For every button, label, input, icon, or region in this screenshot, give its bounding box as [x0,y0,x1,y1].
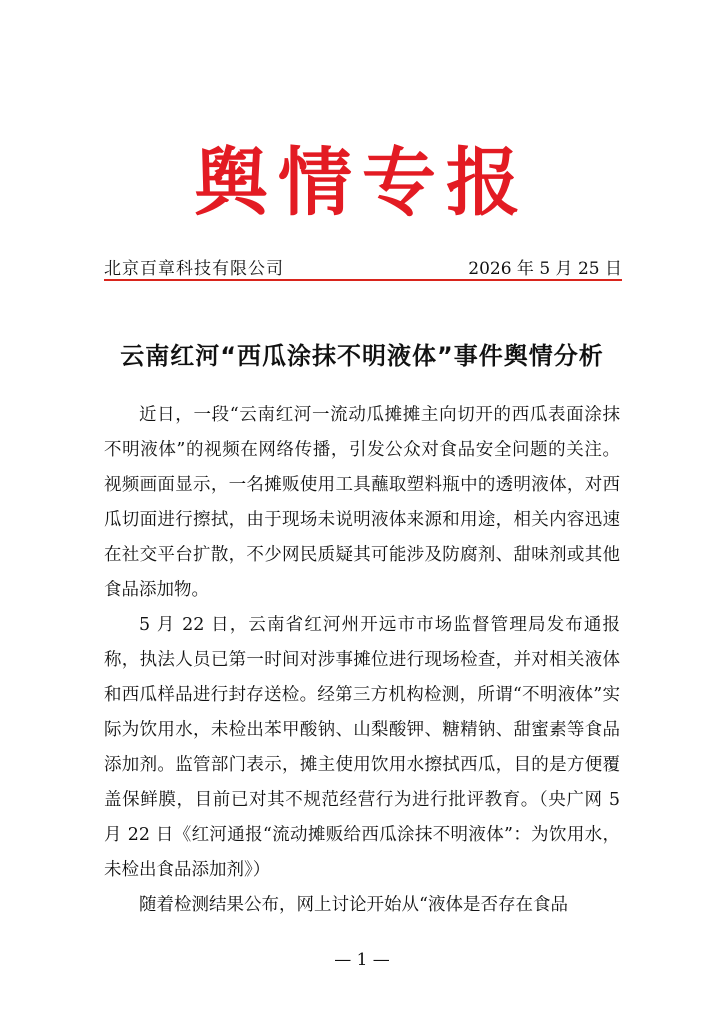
issuer-name: 北京百章科技有限公司 [104,259,284,279]
paragraph: 随着检测结果公布，网上讨论开始从“液体是否存在食品 [139,895,568,915]
header-divider [104,279,622,281]
page-number: — 1 — [334,950,390,970]
issue-date: 2026 年 5 月 25 日 [468,259,622,279]
paragraph: 5 月 22 日，云南省红河州开远市市场监督管理局发布通报称，执法人员已第一时间对涉事摊位进行现场检查，并对相关液体和西瓜样品进行封存送检。经第三方机构检测，所谓“不明液体”实际为饮用水，未检出苯甲酸钠、山梨酸钾、糖精钠、甜蜜素等食品添加剂。监管部门表示，摊主使用饮用水擦拭西瓜，目的是方便覆盖保鲜膜，目前已对其不规范经营行为进行批评教育。（央广网 5 月 22 日《红河通报“流动摊贩给西瓜涂抹不明液体”：为饮用水，未检出食品添加剂》） [104,615,620,880]
masthead-title: 舆情专报 [194,140,530,226]
article-body [104,398,620,923]
paragraph: 近日，一段“云南红河一流动瓜摊摊主向切开的西瓜表面涂抹不明液体”的视频在网络传播，引发公众对食品安全问题的关注。视频画面显示，一名摊贩使用工具蘸取塑料瓶中的透明液体，对西瓜切面进行擦拭，由于现场未说明液体来源和用途，相关内容迅速在社交平台扩散，不少网民质疑其可能涉及防腐剂、甜味剂或其他食品添加物。 [104,405,620,600]
article-title: 云南红河“西瓜涂抹不明液体”事件舆情分析 [120,342,604,370]
